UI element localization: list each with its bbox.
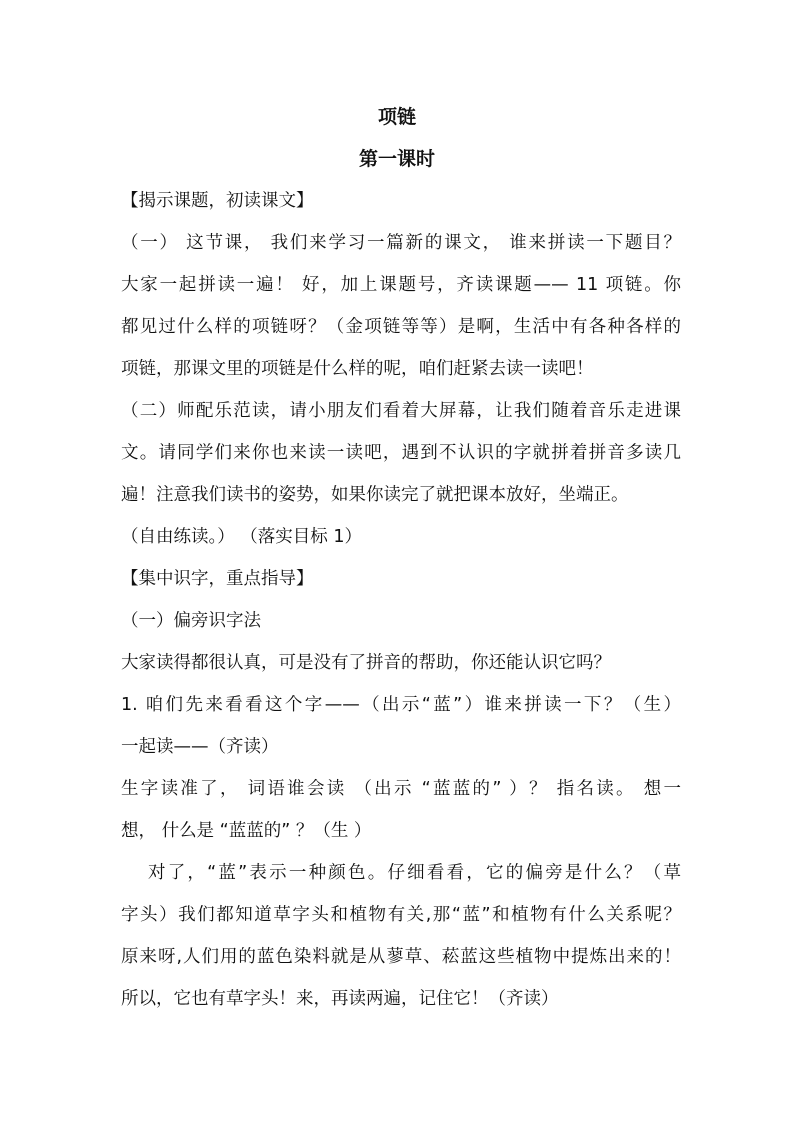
paragraph-line: 项链，那课文里的项链是什么样的呢，咱们赶紧去读一读吧！ (121, 359, 594, 379)
paragraph-line: 生字读准了， 词语谁会读 （出示 “蓝蓝的” ）？ 指名读。 想一 (121, 779, 681, 799)
subsection-heading: （一）偏旁识字法 (121, 611, 261, 631)
paragraph-line: 大家一起拼读一遍！ 好，加上课题号，齐读课题—— 11 项链。你 (121, 275, 681, 295)
paragraph-line: 遍！注意我们读书的姿势，如果你读完了就把课本放好，坐端正。 (121, 485, 629, 505)
paragraph-line: 一起读——（齐读） (121, 737, 279, 757)
paragraph-line: （一） 这节课， 我们来学习一篇新的课文， 谁来拼读一下题目？ (121, 233, 681, 253)
paragraph-line: 文。请同学们来你也来读一读吧，遇到不认识的字就拼着拼音多读几 (121, 443, 681, 463)
paragraph-line: 对了，“蓝”表示一种颜色。仔细看看，它的偏旁是什么？（草 (148, 863, 681, 883)
section-heading-literacy: 【集中识字，重点指导】 (121, 569, 314, 589)
paragraph-line: 想， 什么是 “蓝蓝的” ？（生 ） (121, 821, 372, 841)
lesson-subtitle: 第一课时 (358, 148, 435, 170)
paragraph-line: 1. 咱们先来看看这个字——（出示“蓝”）谁来拼读一下？（生） (121, 695, 681, 715)
paragraph-line: （自由练读。） （落实目标 1） (121, 527, 363, 547)
lesson-title: 项链 (377, 106, 416, 128)
paragraph-line: 所以，它也有草字头！来，再读两遍，记住它！（齐读） (121, 989, 559, 1009)
section-heading-intro: 【揭示课题，初读课文】 (121, 191, 314, 211)
paragraph-line: 字头）我们都知道草字头和植物有关,那“蓝”和植物有什么关系呢？ (121, 905, 681, 925)
paragraph-line: （二）师配乐范读，请小朋友们看着大屏幕，让我们随着音乐走进课 (121, 401, 681, 421)
paragraph-line: 都见过什么样的项链呀？（金项链等等）是啊，生活中有各种各样的 (121, 317, 681, 337)
paragraph-line: 大家读得都很认真，可是没有了拼音的帮助，你还能认识它吗？ (121, 653, 611, 673)
paragraph-line: 原来呀,人们用的蓝色染料就是从蓼草、菘蓝这些植物中提炼出来的！ (121, 947, 681, 967)
